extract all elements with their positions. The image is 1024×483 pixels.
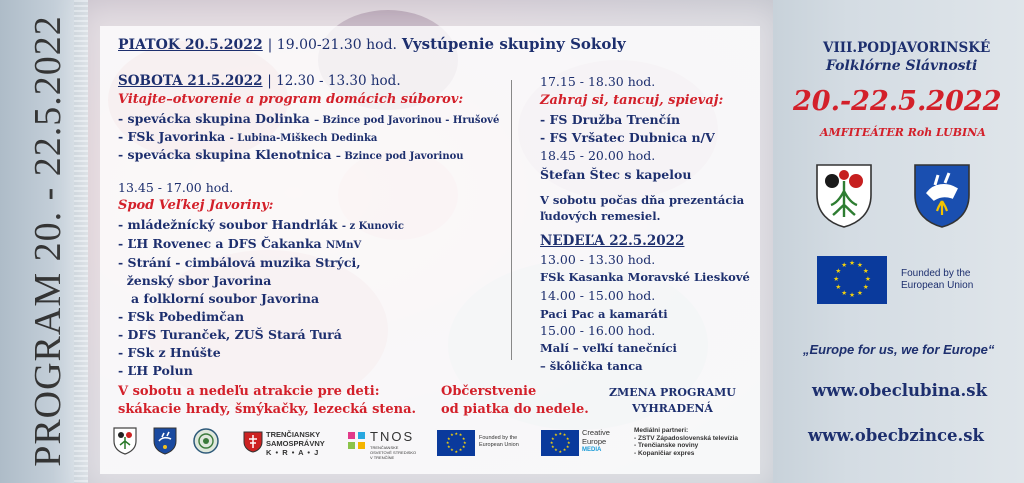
lubina-crest-small-icon xyxy=(113,427,137,455)
sunday-row: 15.00 - 16.00 hod. xyxy=(540,323,656,338)
list-item: a folklorní soubor Javorina xyxy=(118,291,320,306)
tnos-logo-text: TNOS xyxy=(370,429,415,444)
change-line2: VYHRADENÁ xyxy=(632,402,713,415)
tnos-logo-icon xyxy=(347,431,367,451)
program-title: PROGRAM 20. - 22.5.2022 xyxy=(27,15,69,467)
food-line2: od piatka do nedele. xyxy=(441,402,589,417)
tsk-logo-text: TRENČIANSKY SAMOSPRÁVNY K • R • A • J xyxy=(266,430,325,457)
column-divider xyxy=(511,80,512,360)
website-lubina-link[interactable]: www.obeclubina.sk xyxy=(812,381,988,400)
tsk-crest-icon xyxy=(243,431,263,453)
change-line1: ZMENA PROGRAMU xyxy=(609,386,736,399)
sunday-label: NEDEĽA 22.5.2022 xyxy=(540,233,685,249)
tnos-logo-sub: TRENČIANSKE OSVETOVÉ STREDISKO V TRENČÍNE xyxy=(370,445,417,460)
col2-act2: Štefan Štec s kapelou xyxy=(540,167,692,182)
saturday-time2: 13.45 - 17.00 hod. xyxy=(118,180,234,195)
eu-small-text: Founded by the European Union xyxy=(479,435,519,448)
festival-venue: AMFITEÁTER Roh LUBINA xyxy=(820,126,986,139)
sunday-row: – škôlička tanca xyxy=(540,359,643,373)
list-item: - FSk Javorinka - Lubina-Miškech Dedinka xyxy=(118,129,378,144)
list-item: - ĽH Polun xyxy=(118,363,193,378)
saturday-label: SOBOTA 21.5.2022 xyxy=(118,73,263,89)
list-item: ženský sbor Javorina xyxy=(118,273,272,288)
kids-line2: skákacie hrady, šmýkačky, lezecká stena. xyxy=(118,402,417,417)
saturday-section2: Spod Veľkej Javoriny: xyxy=(118,198,274,213)
round-seal-icon xyxy=(193,428,219,454)
friday-act: Vystúpenie skupiny Sokoly xyxy=(401,35,626,53)
list-item: - ĽH Rovenec a DFS Čakanka NMnV xyxy=(118,236,362,251)
saturday-section1: Vitajte–otvorenie a program domácich súborov: xyxy=(118,92,464,107)
col2-note2: ľudových remesiel. xyxy=(540,209,661,223)
saturday-time: | 12.30 - 13.30 hod. xyxy=(267,73,401,89)
food-line1: Občerstvenie xyxy=(441,384,537,399)
saturday-line xyxy=(118,73,401,89)
list-item: - FSk z Hnúšte xyxy=(118,345,221,360)
friday-line xyxy=(118,35,626,53)
sunday-row: FSk Kasanka Moravské Lieskové xyxy=(540,270,750,284)
creative-europe-text: Creative Europe MEDIA xyxy=(582,428,610,453)
bzince-crest-small-icon xyxy=(153,427,177,455)
lubina-crest-icon xyxy=(815,163,873,229)
col2-time2: 18.45 - 20.00 hod. xyxy=(540,148,656,163)
kids-line1: V sobotu a nedeľu atrakcie pre deti: xyxy=(118,384,380,399)
col2-section: Zahraj si, tancuj, spievaj: xyxy=(540,93,724,108)
list-item: - spevácka skupina Dolinka – Bzince pod Javorinou - Hrušové xyxy=(118,111,500,126)
list-item: - FS Vršatec Dubnica n/V xyxy=(540,130,715,145)
website-bzince-link[interactable]: www.obecbzince.sk xyxy=(808,426,984,445)
eu-funding-text: Founded by the European Union xyxy=(901,268,974,291)
festival-dates: 20.-22.5.2022 xyxy=(793,86,1002,117)
eu-flag-icon: ★ ★ ★ ★ ★ ★ ★ ★ ★ ★ ★ ★ xyxy=(817,256,887,304)
list-item: - FSk Pobedimčan xyxy=(118,309,245,324)
eu-slogan: „Europe for us, we for Europe“ xyxy=(803,342,995,357)
col2-time1: 17.15 - 18.30 hod. xyxy=(540,74,656,89)
creative-europe-flag-icon: ★ ★ ★ ★ ★ ★ ★ ★ ★ ★ ★ ★ xyxy=(541,430,579,456)
friday-label: PIATOK 20.5.2022 xyxy=(118,37,263,53)
sunday-row: 13.00 - 13.30 hod. xyxy=(540,252,656,267)
col2-note1: V sobotu počas dňa prezentácia xyxy=(540,193,745,207)
list-item: - spevácka skupina Klenotnica – Bzince pod Javorinou xyxy=(118,147,464,162)
sunday-row: Malí – veľkí tanečníci xyxy=(540,341,677,355)
festival-name-line1: VIII.PODJAVORINSKÉ xyxy=(823,40,991,56)
sunday-row: 14.00 - 15.00 hod. xyxy=(540,288,656,303)
list-item: - Strání - cimbálová muzika Strýci, xyxy=(118,255,361,270)
festival-name-line2: Folklórne Slávnosti xyxy=(826,58,978,74)
friday-time: | 19.00-21.30 hod. xyxy=(267,37,398,53)
list-item: - mládežnícký soubor Handrlák - z Kunovic xyxy=(118,217,404,232)
list-item: - DFS Turanček, ZUŠ Stará Turá xyxy=(118,327,342,342)
eu-flag-small-icon: ★ ★ ★ ★ ★ ★ ★ ★ ★ ★ ★ ★ xyxy=(437,430,475,456)
bzince-crest-icon xyxy=(913,163,971,229)
list-item: - FS Družba Trenčín xyxy=(540,112,681,127)
media-partners: Mediálni partneri: - ZSTV Západoslovenská televízia - Trenčianske noviny - Kopaničiar expres xyxy=(634,427,739,457)
sunday-row: Paci Pac a kamaráti xyxy=(540,307,668,321)
